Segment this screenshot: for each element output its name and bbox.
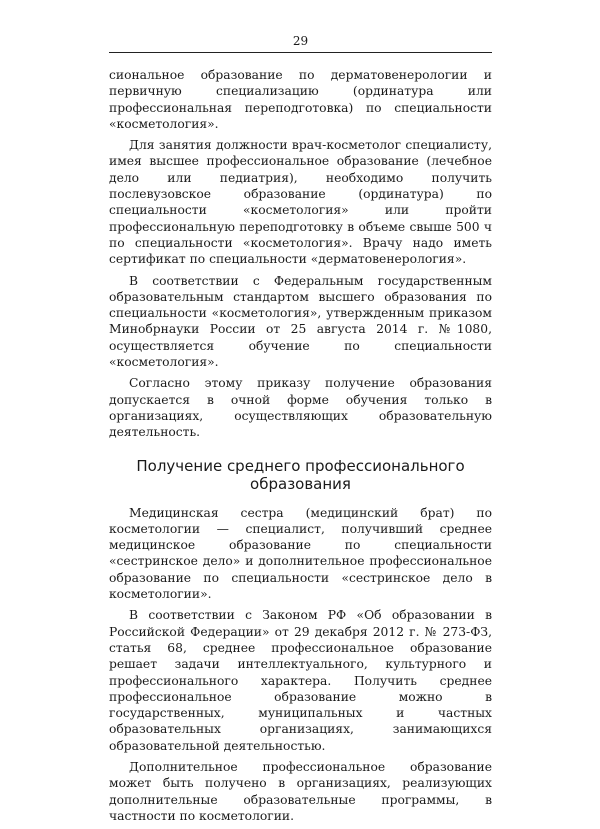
- body-text: [109, 67, 492, 824]
- section-title: [109, 457, 492, 493]
- paragraph: В соответствии с Законом РФ «Об образовании в Российской Федерации» от 29 декабря 2012 г. № 273-ФЗ, статья 68, среднее профессиональное образование решает задачи интеллектуального, культурного и профессионального характера. Получить среднее профессиональное образование можно в государственных, муниципальных и частных образовательных организациях, занимающихся образовательной деятельностью.: [109, 608, 492, 753]
- paragraph: Медицинская сестра (медицинский брат) по косметологии — специалист, получивший среднее медицинское образование по специальности «сестринское дело» и дополнительное профессиональное образование по специальности «сестринское дело в косметологии».: [109, 505, 492, 602]
- paragraph: Дополнительное профессиональное образование может быть получено в организациях, реализующих дополнительные образовательные программы, в частности по косметологии.: [109, 759, 492, 823]
- paragraph: сиональное образование по дерматовенерологии и первичную специализацию (ординатура или профессиональная переподготовка) по специальности «косметология».: [109, 68, 492, 131]
- section-title-line: образования: [250, 474, 351, 493]
- header-rule: [109, 52, 492, 53]
- paragraph: Для занятия должности врач-косметолог специалисту, имея высшее профессиональное образование (лечебное дело или педиатрия), необходимо получить послевузовское образование (ординатура) по специальности «косметология» или пройти профессиональную переподготовку в объеме свыше 500 ч по специальности «косметология». Врачу надо иметь сертификат по специальности «дерматовенерология».: [109, 138, 492, 267]
- paragraph: Согласно этому приказу получение образования допускается в очной форме обучения только в организациях, осуществляющих образовательную деятельность.: [109, 376, 492, 440]
- page-number: 29: [292, 34, 309, 48]
- book-page: [109, 34, 492, 829]
- section-title-line: Получение среднего профессионального: [136, 456, 465, 475]
- paragraph: В соответствии с Федеральным государственным образовательным стандартом высшего образования по специальности «косметология», утвержденным приказом Минобрнауки России от 25 августа 2014 г. №1080, осуществляется обучение по специальности «косметология».: [109, 273, 492, 370]
